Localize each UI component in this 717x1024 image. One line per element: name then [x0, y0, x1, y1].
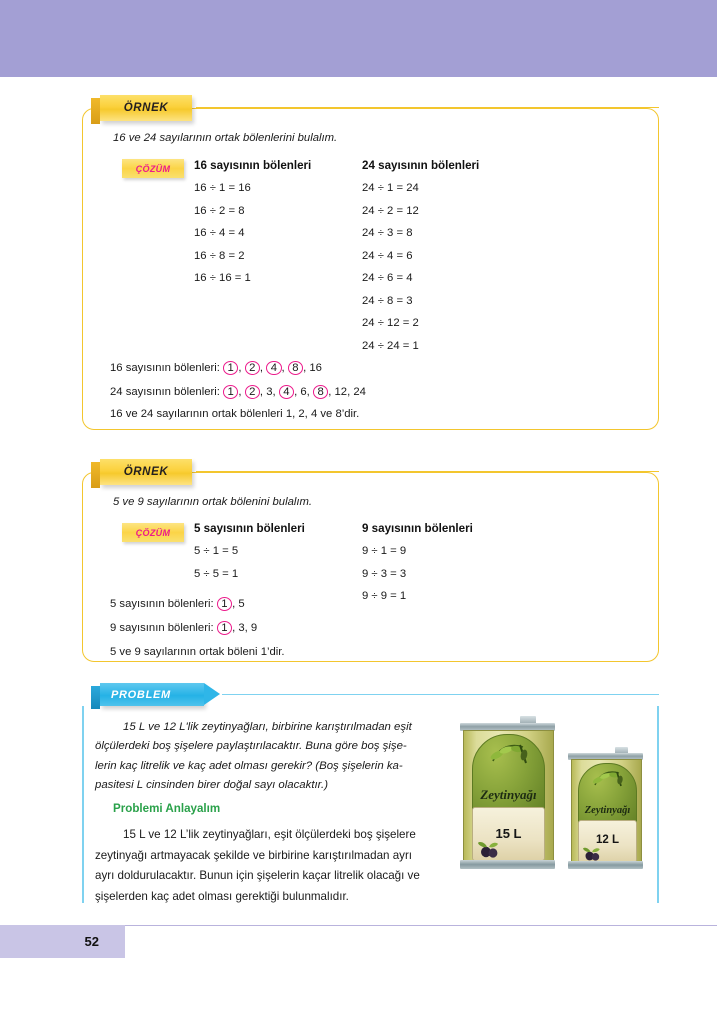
divisor-plain: 9 [250, 622, 258, 634]
divisor-common-circled: 8 [288, 361, 303, 375]
divisor-common-circled: 4 [279, 385, 294, 399]
olive-oil-cans-illustration [455, 708, 655, 883]
olives-icon [477, 840, 503, 858]
example-badge-label: ÖRNEK [123, 102, 169, 114]
example-prompt-2: 5 ve 9 sayılarının ortak bölenini bulalım. [113, 496, 313, 508]
divisors-col2-header-1: 24 sayısının bölenleri [362, 159, 480, 172]
can-foot [460, 860, 555, 869]
divisor-summary-label: 5 sayısının bölenleri: [110, 598, 214, 610]
olive-branch-icon [473, 739, 544, 775]
divisor-plain: 3 [266, 386, 273, 398]
divisor-line: 16 ÷ 8 = 2 [194, 249, 245, 262]
page-number: 52 [84, 934, 99, 949]
divisor-line: 24 ÷ 6 = 4 [362, 272, 413, 284]
example-badge-rule-1 [196, 107, 659, 108]
solution-badge-1 [122, 159, 184, 178]
solution-badge-label: ÇÖZÜM [135, 527, 171, 538]
divisor-common-circled: 1 [217, 621, 232, 635]
divisor-common-circled: 1 [223, 361, 238, 375]
problem-body [95, 825, 453, 907]
divisor-summary-1a [110, 361, 322, 375]
can-body [571, 759, 642, 865]
divisors-col1-list-1 [194, 182, 251, 295]
divisor-common-circled: 2 [245, 361, 260, 375]
divisor-plain: 24 [353, 386, 366, 398]
solution-badge-label: ÇÖZÜM [135, 163, 171, 174]
divisor-common-circled: 1 [223, 385, 238, 399]
problem-body-line: ayrı doldurulacaktır. Bunun için şişelerin kaçar litrelik olacağı ve [95, 869, 420, 882]
example-conclusion-1: 16 ve 24 sayılarının ortak bölenleri 1, 2, 4 ve 8’dir. [110, 408, 360, 420]
example-prompt-1: 16 ve 24 sayılarının ortak bölenlerini bulalım. [113, 132, 338, 144]
divisor-summary-items: 1 , 3, 9 [217, 622, 257, 634]
can-volume-label: 15 L [495, 826, 522, 841]
divisor-line: 9 ÷ 9 = 1 [362, 590, 407, 602]
divisor-plain: 12 [334, 386, 348, 398]
divisor-common-circled: 2 [245, 385, 260, 399]
divisor-plain: 16 [309, 362, 322, 374]
can-foot [568, 861, 643, 869]
divisor-common-circled: 1 [217, 597, 232, 611]
divisors-col2-header-2: 9 sayısının bölenleri [362, 522, 473, 535]
divisors-col1-header-2: 5 sayısının bölenleri [194, 522, 305, 535]
problem-subheading: Problemi Anlayalım [113, 802, 221, 815]
can-brand-label: Zeytinyağı [480, 787, 537, 802]
example-badge-label: ÖRNEK [123, 466, 169, 478]
divisor-common-circled: 8 [313, 385, 328, 399]
problem-statement-line: lerin kaç litrelik ve kaç adet olması gerekir? (Boş şişelerin ka- [95, 759, 403, 772]
can-label-panel [472, 807, 545, 861]
footer-rule [125, 925, 717, 926]
divisor-summary-2b [110, 621, 257, 635]
divisor-summary-2a [110, 597, 245, 611]
example-badge-2 [100, 459, 192, 485]
problem-statement-line: ölçülerdeki boş şişelere paylaştırılacaktır. Buna göre boş şişe- [95, 740, 407, 753]
divisor-line: 16 ÷ 4 = 4 [194, 227, 245, 239]
divisor-line: 16 ÷ 2 = 8 [194, 204, 245, 217]
divisor-line: 24 ÷ 4 = 6 [362, 249, 413, 262]
problem-body-line: 15 L ve 12 L’lik zeytinyağları, eşit ölçülerdeki boş şişelere [123, 828, 416, 841]
divisor-plain: 5 [238, 598, 245, 610]
can-volume-label: 12 L [595, 834, 619, 846]
divisor-summary-items: 1 , 2 , 3, 4 , 6, 8 , 12, 24 [223, 386, 366, 398]
divisor-plain: 6 [300, 386, 307, 398]
solution-badge-2 [122, 523, 184, 542]
problem-badge-rule [222, 694, 659, 695]
problem-body-line: zeytinyağı artmayacak şekilde ve birbirine karıştırılmadan ayrı [95, 848, 413, 862]
divisor-line: 5 ÷ 1 = 5 [194, 545, 239, 557]
problem-statement [95, 718, 453, 796]
can-brand-label: Zeytinyağı [584, 805, 631, 816]
divisor-summary-label: 24 sayısının bölenleri: [110, 386, 220, 398]
divisor-line: 24 ÷ 1 = 24 [362, 182, 419, 194]
olive-oil-can-small [568, 747, 643, 876]
example-badge-1 [100, 95, 192, 121]
divisor-line: 16 ÷ 16 = 1 [194, 272, 251, 284]
problem-badge [100, 683, 204, 706]
divisor-line: 24 ÷ 24 = 1 [362, 339, 419, 352]
divisor-line: 9 ÷ 3 = 3 [362, 567, 407, 580]
can-label-panel [578, 820, 637, 863]
olives-icon [582, 846, 604, 861]
divisor-line: 24 ÷ 3 = 8 [362, 227, 413, 239]
divisor-line: 16 ÷ 1 = 16 [194, 182, 251, 194]
olive-branch-icon [579, 767, 636, 797]
divisor-line: 5 ÷ 5 = 1 [194, 567, 239, 580]
divisors-col1-header-1: 16 sayısının bölenleri [194, 159, 312, 172]
divisor-summary-label: 9 sayısının bölenleri: [110, 622, 214, 634]
divisor-line: 24 ÷ 8 = 3 [362, 294, 413, 307]
divisor-line: 24 ÷ 2 = 12 [362, 204, 419, 217]
divisor-plain: 3 [238, 622, 245, 634]
example-conclusion-2: 5 ve 9 sayılarının ortak böleni 1’dir. [110, 646, 285, 658]
problem-statement-line: 15 L ve 12 L'lik zeytinyağları, birbirine karıştırılmadan eşit [123, 721, 412, 733]
divisors-col1-list-2 [194, 545, 238, 590]
divisor-summary-items: 1 , 5 [217, 598, 245, 610]
divisor-summary-1b [110, 385, 366, 399]
example-badge-rule-2 [196, 471, 659, 472]
divisor-summary-label: 16 sayısının bölenleri: [110, 362, 220, 374]
divisor-line: 24 ÷ 12 = 2 [362, 317, 419, 329]
divisor-common-circled: 4 [266, 361, 281, 375]
divisors-col2-list-2 [362, 545, 406, 613]
divisor-line: 9 ÷ 1 = 9 [362, 545, 407, 557]
divisor-summary-items: 1 , 2 , 4 , 8 , 16 [223, 362, 322, 374]
problem-statement-line: pasitesi L cinsinden birer doğal sayı olacaktır.) [95, 779, 328, 792]
divisors-col2-list-1 [362, 182, 419, 362]
olive-oil-can-large [460, 716, 555, 876]
problem-badge-label: PROBLEM [111, 688, 171, 701]
page-header-band [0, 0, 717, 77]
can-body [463, 730, 554, 864]
problem-body-line: şişelerden kaç adet olması gerektiği bulunmalıdır. [95, 889, 349, 903]
